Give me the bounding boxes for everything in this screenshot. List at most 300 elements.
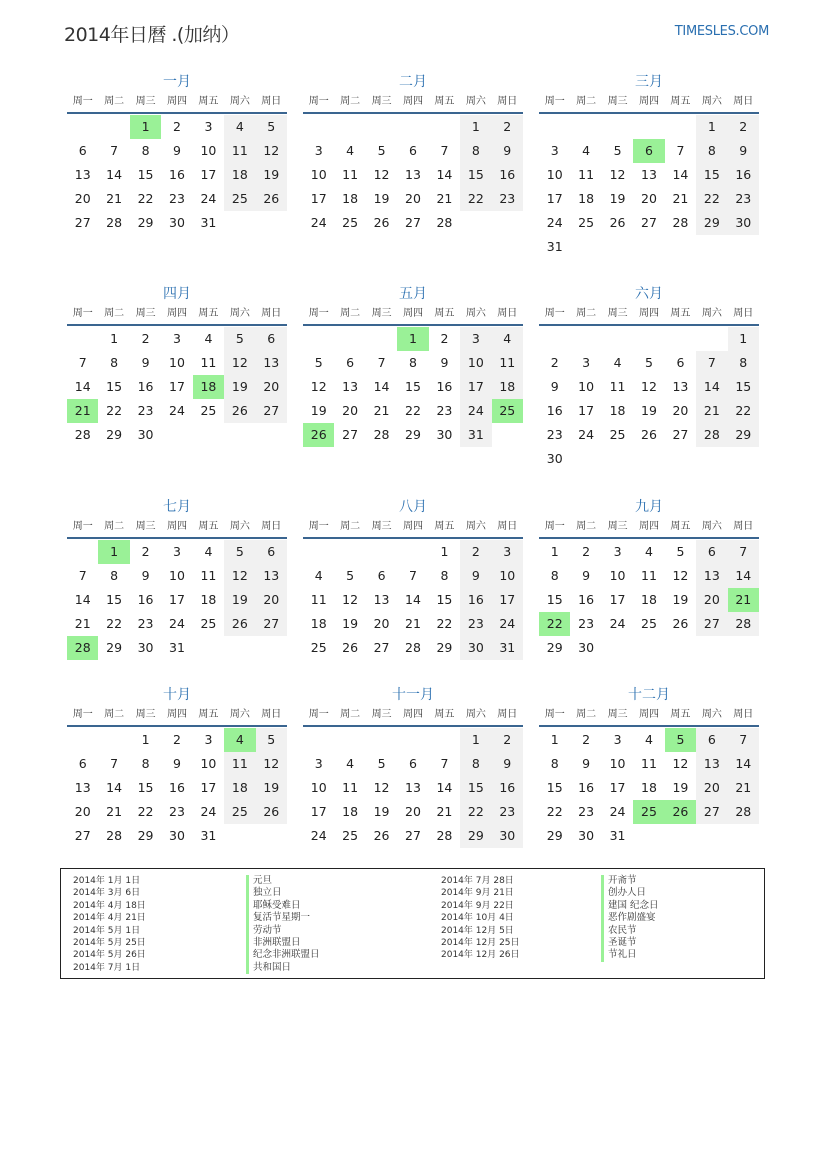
day-cell[interactable]: 6	[78, 756, 87, 771]
day-cell[interactable]: 18	[200, 592, 217, 607]
day-cell[interactable]: 20	[256, 588, 287, 612]
day-cell[interactable]: 12	[224, 351, 255, 375]
day-cell[interactable]: 13	[256, 351, 287, 375]
day-cell[interactable]: 22	[137, 804, 154, 819]
day-cell[interactable]: 3	[314, 756, 323, 771]
day-cell[interactable]: 10	[578, 379, 595, 394]
day-cell[interactable]: 11	[492, 351, 523, 375]
day-cell[interactable]: 16	[578, 592, 595, 607]
day-cell[interactable]: 20	[74, 804, 91, 819]
day-cell[interactable]: 18	[641, 592, 657, 607]
day-cell[interactable]: 23	[137, 403, 154, 418]
day-cell[interactable]: 14	[74, 592, 91, 607]
day-cell[interactable]: 26	[256, 187, 287, 211]
day-cell[interactable]: 9	[582, 756, 591, 771]
day-cell[interactable]: 9	[460, 564, 491, 588]
day-cell[interactable]: 1	[440, 544, 449, 559]
day-cell[interactable]: 11	[342, 780, 359, 795]
day-cell[interactable]: 20	[405, 804, 421, 819]
day-cell[interactable]: 10	[169, 355, 185, 370]
day-cell[interactable]: 9	[141, 568, 150, 583]
day-cell[interactable]: 19	[672, 592, 689, 607]
day-cell[interactable]: 15	[137, 780, 154, 795]
day-cell[interactable]: 12	[672, 568, 689, 583]
day-cell[interactable]: 31	[492, 636, 523, 660]
day-cell[interactable]: 4	[346, 756, 355, 771]
day-cell[interactable]: 28	[672, 215, 689, 230]
day-cell[interactable]: 31	[169, 640, 185, 655]
day-cell[interactable]: 17	[460, 375, 491, 399]
day-cell[interactable]: 18	[193, 375, 224, 399]
day-cell[interactable]: 20	[641, 191, 657, 206]
day-cell[interactable]: 28	[728, 612, 759, 636]
day-cell[interactable]: 30	[169, 215, 185, 230]
day-cell[interactable]: 7	[440, 756, 449, 771]
day-cell[interactable]: 21	[106, 804, 123, 819]
day-cell[interactable]: 8	[141, 143, 150, 158]
day-cell[interactable]: 13	[373, 592, 390, 607]
day-cell[interactable]: 11	[200, 355, 217, 370]
day-cell[interactable]: 30	[169, 828, 185, 843]
day-cell[interactable]: 29	[405, 427, 421, 442]
day-cell[interactable]: 3	[613, 732, 622, 747]
day-cell[interactable]: 28	[74, 427, 91, 442]
day-cell[interactable]: 8	[550, 756, 559, 771]
day-cell[interactable]: 10	[310, 167, 327, 182]
day-cell[interactable]: 1	[550, 732, 559, 747]
day-cell[interactable]: 17	[200, 167, 217, 182]
day-cell[interactable]: 26	[373, 215, 390, 230]
day-cell[interactable]: 24	[460, 399, 491, 423]
day-cell[interactable]: 17	[609, 592, 626, 607]
day-cell[interactable]: 5	[676, 544, 685, 559]
day-cell[interactable]: 21	[436, 191, 453, 206]
day-cell[interactable]: 24	[609, 616, 626, 631]
day-cell[interactable]: 29	[436, 640, 453, 655]
day-cell[interactable]: 24	[169, 616, 185, 631]
day-cell[interactable]: 8	[728, 351, 759, 375]
day-cell[interactable]: 12	[641, 379, 657, 394]
day-cell[interactable]: 27	[696, 800, 727, 824]
day-cell[interactable]: 18	[342, 804, 359, 819]
day-cell[interactable]: 19	[224, 375, 255, 399]
day-cell[interactable]: 14	[74, 379, 91, 394]
day-cell[interactable]: 1	[397, 327, 428, 351]
day-cell[interactable]: 29	[460, 824, 491, 848]
day-cell[interactable]: 23	[492, 187, 523, 211]
day-cell[interactable]: 14	[728, 564, 759, 588]
day-cell[interactable]: 10	[200, 756, 217, 771]
day-cell[interactable]: 30	[460, 636, 491, 660]
day-cell[interactable]: 9	[582, 568, 591, 583]
day-cell[interactable]: 26	[672, 616, 689, 631]
day-cell[interactable]: 9	[141, 355, 150, 370]
day-cell[interactable]: 23	[578, 804, 595, 819]
day-cell[interactable]: 24	[609, 804, 626, 819]
day-cell[interactable]: 25	[224, 800, 255, 824]
day-cell[interactable]: 11	[641, 568, 657, 583]
day-cell[interactable]: 14	[106, 780, 123, 795]
day-cell[interactable]: 7	[696, 351, 727, 375]
day-cell[interactable]: 7	[409, 568, 417, 583]
day-cell[interactable]: 25	[633, 800, 664, 824]
day-cell[interactable]: 18	[609, 403, 626, 418]
site-link[interactable]: TIMESLES.COM	[674, 24, 769, 39]
day-cell[interactable]: 5	[224, 540, 255, 564]
day-cell[interactable]: 30	[436, 427, 453, 442]
day-cell[interactable]: 12	[373, 167, 390, 182]
day-cell[interactable]: 29	[728, 423, 759, 447]
day-cell[interactable]: 31	[609, 828, 626, 843]
day-cell[interactable]: 9	[550, 379, 559, 394]
day-cell[interactable]: 12	[342, 592, 359, 607]
day-cell[interactable]: 27	[641, 215, 657, 230]
day-cell[interactable]: 2	[141, 331, 150, 346]
day-cell[interactable]: 15	[405, 379, 421, 394]
day-cell[interactable]: 21	[67, 399, 98, 423]
day-cell[interactable]: 10	[492, 564, 523, 588]
day-cell[interactable]: 3	[173, 544, 181, 559]
day-cell[interactable]: 14	[436, 780, 453, 795]
day-cell[interactable]: 25	[492, 399, 523, 423]
day-cell[interactable]: 19	[373, 191, 390, 206]
day-cell[interactable]: 2	[492, 115, 523, 139]
day-cell[interactable]: 25	[200, 616, 217, 631]
day-cell[interactable]: 2	[550, 355, 559, 370]
day-cell[interactable]: 15	[137, 167, 154, 182]
day-cell[interactable]: 21	[405, 616, 421, 631]
day-cell[interactable]: 17	[169, 379, 185, 394]
day-cell[interactable]: 23	[728, 187, 759, 211]
day-cell[interactable]: 17	[546, 191, 563, 206]
day-cell[interactable]: 12	[609, 167, 626, 182]
day-cell[interactable]: 2	[173, 119, 181, 134]
day-cell[interactable]: 26	[641, 427, 657, 442]
day-cell[interactable]: 13	[74, 167, 91, 182]
day-cell[interactable]: 11	[224, 139, 255, 163]
day-cell[interactable]: 11	[224, 752, 255, 776]
day-cell[interactable]: 22	[460, 800, 491, 824]
day-cell[interactable]: 3	[204, 119, 213, 134]
day-cell[interactable]: 6	[409, 143, 417, 158]
day-cell[interactable]: 16	[492, 776, 523, 800]
day-cell[interactable]: 10	[609, 756, 626, 771]
day-cell[interactable]: 23	[460, 612, 491, 636]
day-cell[interactable]: 29	[696, 211, 727, 235]
day-cell[interactable]: 3	[204, 732, 213, 747]
day-cell[interactable]: 29	[137, 828, 154, 843]
day-cell[interactable]: 20	[696, 776, 727, 800]
day-cell[interactable]: 20	[342, 403, 359, 418]
day-cell[interactable]: 22	[460, 187, 491, 211]
day-cell[interactable]: 28	[405, 640, 421, 655]
day-cell[interactable]: 16	[492, 163, 523, 187]
day-cell[interactable]: 4	[204, 544, 213, 559]
day-cell[interactable]: 8	[141, 756, 150, 771]
day-cell[interactable]: 23	[169, 804, 185, 819]
day-cell[interactable]: 8	[110, 355, 119, 370]
day-cell[interactable]: 24	[169, 403, 185, 418]
day-cell[interactable]: 22	[137, 191, 154, 206]
day-cell[interactable]: 7	[728, 540, 759, 564]
day-cell[interactable]: 19	[256, 776, 287, 800]
day-cell[interactable]: 6	[696, 540, 727, 564]
day-cell[interactable]: 26	[609, 215, 626, 230]
day-cell[interactable]: 5	[613, 143, 622, 158]
day-cell[interactable]: 14	[106, 167, 123, 182]
day-cell[interactable]: 21	[696, 399, 727, 423]
day-cell[interactable]: 18	[224, 163, 255, 187]
day-cell[interactable]: 3	[550, 143, 559, 158]
day-cell[interactable]: 3	[460, 327, 491, 351]
day-cell[interactable]: 29	[137, 215, 154, 230]
day-cell[interactable]: 5	[314, 355, 323, 370]
day-cell[interactable]: 20	[256, 375, 287, 399]
day-cell[interactable]: 28	[728, 800, 759, 824]
day-cell[interactable]: 14	[373, 379, 390, 394]
day-cell[interactable]: 30	[578, 640, 595, 655]
day-cell[interactable]: 9	[728, 139, 759, 163]
day-cell[interactable]: 24	[546, 215, 563, 230]
day-cell[interactable]: 11	[310, 592, 327, 607]
day-cell[interactable]: 30	[492, 824, 523, 848]
day-cell[interactable]: 29	[546, 828, 563, 843]
day-cell[interactable]: 5	[645, 355, 653, 370]
day-cell[interactable]: 14	[672, 167, 689, 182]
day-cell[interactable]: 26	[665, 800, 696, 824]
day-cell[interactable]: 10	[169, 568, 185, 583]
day-cell[interactable]: 14	[436, 167, 453, 182]
day-cell[interactable]: 4	[613, 355, 622, 370]
day-cell[interactable]: 28	[106, 215, 123, 230]
day-cell[interactable]: 1	[110, 331, 119, 346]
day-cell[interactable]: 19	[373, 804, 390, 819]
day-cell[interactable]: 2	[173, 732, 181, 747]
day-cell[interactable]: 17	[310, 191, 327, 206]
day-cell[interactable]: 25	[342, 828, 359, 843]
day-cell[interactable]: 20	[696, 588, 727, 612]
day-cell[interactable]: 20	[405, 191, 421, 206]
day-cell[interactable]: 25	[342, 215, 359, 230]
day-cell[interactable]: 24	[492, 612, 523, 636]
day-cell[interactable]: 9	[492, 139, 523, 163]
day-cell[interactable]: 30	[137, 640, 154, 655]
day-cell[interactable]: 2	[728, 115, 759, 139]
day-cell[interactable]: 19	[310, 403, 327, 418]
day-cell[interactable]: 22	[728, 399, 759, 423]
day-cell[interactable]: 7	[78, 568, 87, 583]
day-cell[interactable]: 22	[405, 403, 421, 418]
day-cell[interactable]: 8	[110, 568, 119, 583]
day-cell[interactable]: 26	[303, 423, 334, 447]
day-cell[interactable]: 19	[256, 163, 287, 187]
day-cell[interactable]: 7	[728, 728, 759, 752]
day-cell[interactable]: 23	[137, 616, 154, 631]
day-cell[interactable]: 8	[440, 568, 449, 583]
day-cell[interactable]: 13	[696, 564, 727, 588]
day-cell[interactable]: 30	[137, 427, 154, 442]
day-cell[interactable]: 2	[582, 732, 591, 747]
day-cell[interactable]: 7	[110, 143, 119, 158]
day-cell[interactable]: 28	[373, 427, 390, 442]
day-cell[interactable]: 13	[405, 780, 421, 795]
day-cell[interactable]: 26	[342, 640, 359, 655]
day-cell[interactable]: 5	[377, 143, 386, 158]
day-cell[interactable]: 17	[578, 403, 595, 418]
day-cell[interactable]: 28	[436, 215, 453, 230]
day-cell[interactable]: 1	[550, 544, 559, 559]
day-cell[interactable]: 27	[672, 427, 689, 442]
day-cell[interactable]: 28	[67, 636, 98, 660]
day-cell[interactable]: 28	[106, 828, 123, 843]
day-cell[interactable]: 13	[405, 167, 421, 182]
day-cell[interactable]: 10	[200, 143, 217, 158]
day-cell[interactable]: 2	[582, 544, 591, 559]
day-cell[interactable]: 4	[204, 331, 213, 346]
day-cell[interactable]: 22	[546, 804, 563, 819]
day-cell[interactable]: 14	[405, 592, 421, 607]
day-cell[interactable]: 18	[492, 375, 523, 399]
day-cell[interactable]: 24	[200, 191, 217, 206]
day-cell[interactable]: 23	[578, 616, 595, 631]
day-cell[interactable]: 27	[405, 215, 421, 230]
day-cell[interactable]: 15	[106, 379, 123, 394]
day-cell[interactable]: 17	[310, 804, 327, 819]
day-cell[interactable]: 4	[346, 143, 355, 158]
day-cell[interactable]: 11	[578, 167, 595, 182]
day-cell[interactable]: 13	[696, 752, 727, 776]
day-cell[interactable]: 21	[728, 776, 759, 800]
day-cell[interactable]: 18	[224, 776, 255, 800]
day-cell[interactable]: 5	[665, 728, 696, 752]
day-cell[interactable]: 24	[310, 215, 327, 230]
day-cell[interactable]: 1	[728, 327, 759, 351]
day-cell[interactable]: 21	[436, 804, 453, 819]
day-cell[interactable]: 26	[224, 399, 255, 423]
day-cell[interactable]: 18	[342, 191, 359, 206]
day-cell[interactable]: 17	[609, 780, 626, 795]
day-cell[interactable]: 27	[74, 215, 91, 230]
day-cell[interactable]: 9	[173, 143, 181, 158]
day-cell[interactable]: 1	[141, 732, 150, 747]
day-cell[interactable]: 3	[314, 143, 323, 158]
day-cell[interactable]: 1	[460, 728, 491, 752]
day-cell[interactable]: 12	[373, 780, 390, 795]
day-cell[interactable]: 12	[672, 756, 689, 771]
day-cell[interactable]: 17	[492, 588, 523, 612]
day-cell[interactable]: 25	[578, 215, 595, 230]
day-cell[interactable]: 4	[224, 115, 255, 139]
day-cell[interactable]: 24	[578, 427, 595, 442]
day-cell[interactable]: 7	[78, 355, 87, 370]
day-cell[interactable]: 13	[641, 167, 657, 182]
day-cell[interactable]: 15	[460, 163, 491, 187]
day-cell[interactable]: 12	[310, 379, 327, 394]
day-cell[interactable]: 21	[728, 588, 759, 612]
day-cell[interactable]: 6	[78, 143, 87, 158]
day-cell[interactable]: 16	[578, 780, 595, 795]
day-cell[interactable]: 13	[256, 564, 287, 588]
day-cell[interactable]: 16	[728, 163, 759, 187]
day-cell[interactable]: 26	[256, 800, 287, 824]
day-cell[interactable]: 4	[582, 143, 591, 158]
day-cell[interactable]: 8	[409, 355, 417, 370]
day-cell[interactable]: 5	[377, 756, 386, 771]
day-cell[interactable]: 22	[696, 187, 727, 211]
day-cell[interactable]: 23	[169, 191, 185, 206]
day-cell[interactable]: 22	[436, 616, 453, 631]
day-cell[interactable]: 15	[436, 592, 453, 607]
day-cell[interactable]: 30	[578, 828, 595, 843]
day-cell[interactable]: 25	[224, 187, 255, 211]
day-cell[interactable]: 19	[641, 403, 657, 418]
day-cell[interactable]: 1	[696, 115, 727, 139]
day-cell[interactable]: 28	[696, 423, 727, 447]
day-cell[interactable]: 17	[200, 780, 217, 795]
day-cell[interactable]: 2	[440, 331, 449, 346]
day-cell[interactable]: 20	[373, 616, 390, 631]
day-cell[interactable]: 16	[546, 403, 563, 418]
day-cell[interactable]: 15	[106, 592, 123, 607]
day-cell[interactable]: 16	[137, 379, 154, 394]
day-cell[interactable]: 2	[460, 540, 491, 564]
day-cell[interactable]: 27	[256, 399, 287, 423]
day-cell[interactable]: 6	[256, 540, 287, 564]
day-cell[interactable]: 6	[346, 355, 355, 370]
day-cell[interactable]: 8	[460, 139, 491, 163]
day-cell[interactable]: 12	[256, 139, 287, 163]
day-cell[interactable]: 5	[346, 568, 355, 583]
day-cell[interactable]: 1	[460, 115, 491, 139]
day-cell[interactable]: 18	[310, 616, 327, 631]
day-cell[interactable]: 12	[256, 752, 287, 776]
day-cell[interactable]: 9	[440, 355, 449, 370]
day-cell[interactable]: 13	[672, 379, 689, 394]
day-cell[interactable]: 22	[106, 403, 123, 418]
day-cell[interactable]: 15	[696, 163, 727, 187]
day-cell[interactable]: 29	[106, 427, 123, 442]
day-cell[interactable]: 24	[310, 828, 327, 843]
day-cell[interactable]: 25	[609, 427, 626, 442]
day-cell[interactable]: 18	[641, 780, 657, 795]
day-cell[interactable]: 15	[546, 780, 563, 795]
day-cell[interactable]: 23	[492, 800, 523, 824]
day-cell[interactable]: 27	[373, 640, 390, 655]
day-cell[interactable]: 6	[696, 728, 727, 752]
day-cell[interactable]: 22	[539, 612, 570, 636]
day-cell[interactable]: 27	[74, 828, 91, 843]
day-cell[interactable]: 9	[492, 752, 523, 776]
day-cell[interactable]: 6	[676, 355, 685, 370]
day-cell[interactable]: 17	[169, 592, 185, 607]
day-cell[interactable]: 6	[256, 327, 287, 351]
day-cell[interactable]: 21	[106, 191, 123, 206]
day-cell[interactable]: 31	[546, 239, 563, 254]
day-cell[interactable]: 10	[310, 780, 327, 795]
day-cell[interactable]: 19	[672, 780, 689, 795]
day-cell[interactable]: 5	[256, 728, 287, 752]
day-cell[interactable]: 7	[676, 143, 685, 158]
day-cell[interactable]: 19	[342, 616, 359, 631]
day-cell[interactable]: 30	[546, 451, 563, 466]
day-cell[interactable]: 16	[137, 592, 154, 607]
day-cell[interactable]: 24	[200, 804, 217, 819]
day-cell[interactable]: 10	[460, 351, 491, 375]
day-cell[interactable]: 19	[609, 191, 626, 206]
day-cell[interactable]: 8	[460, 752, 491, 776]
day-cell[interactable]: 4	[314, 568, 323, 583]
day-cell[interactable]: 12	[224, 564, 255, 588]
